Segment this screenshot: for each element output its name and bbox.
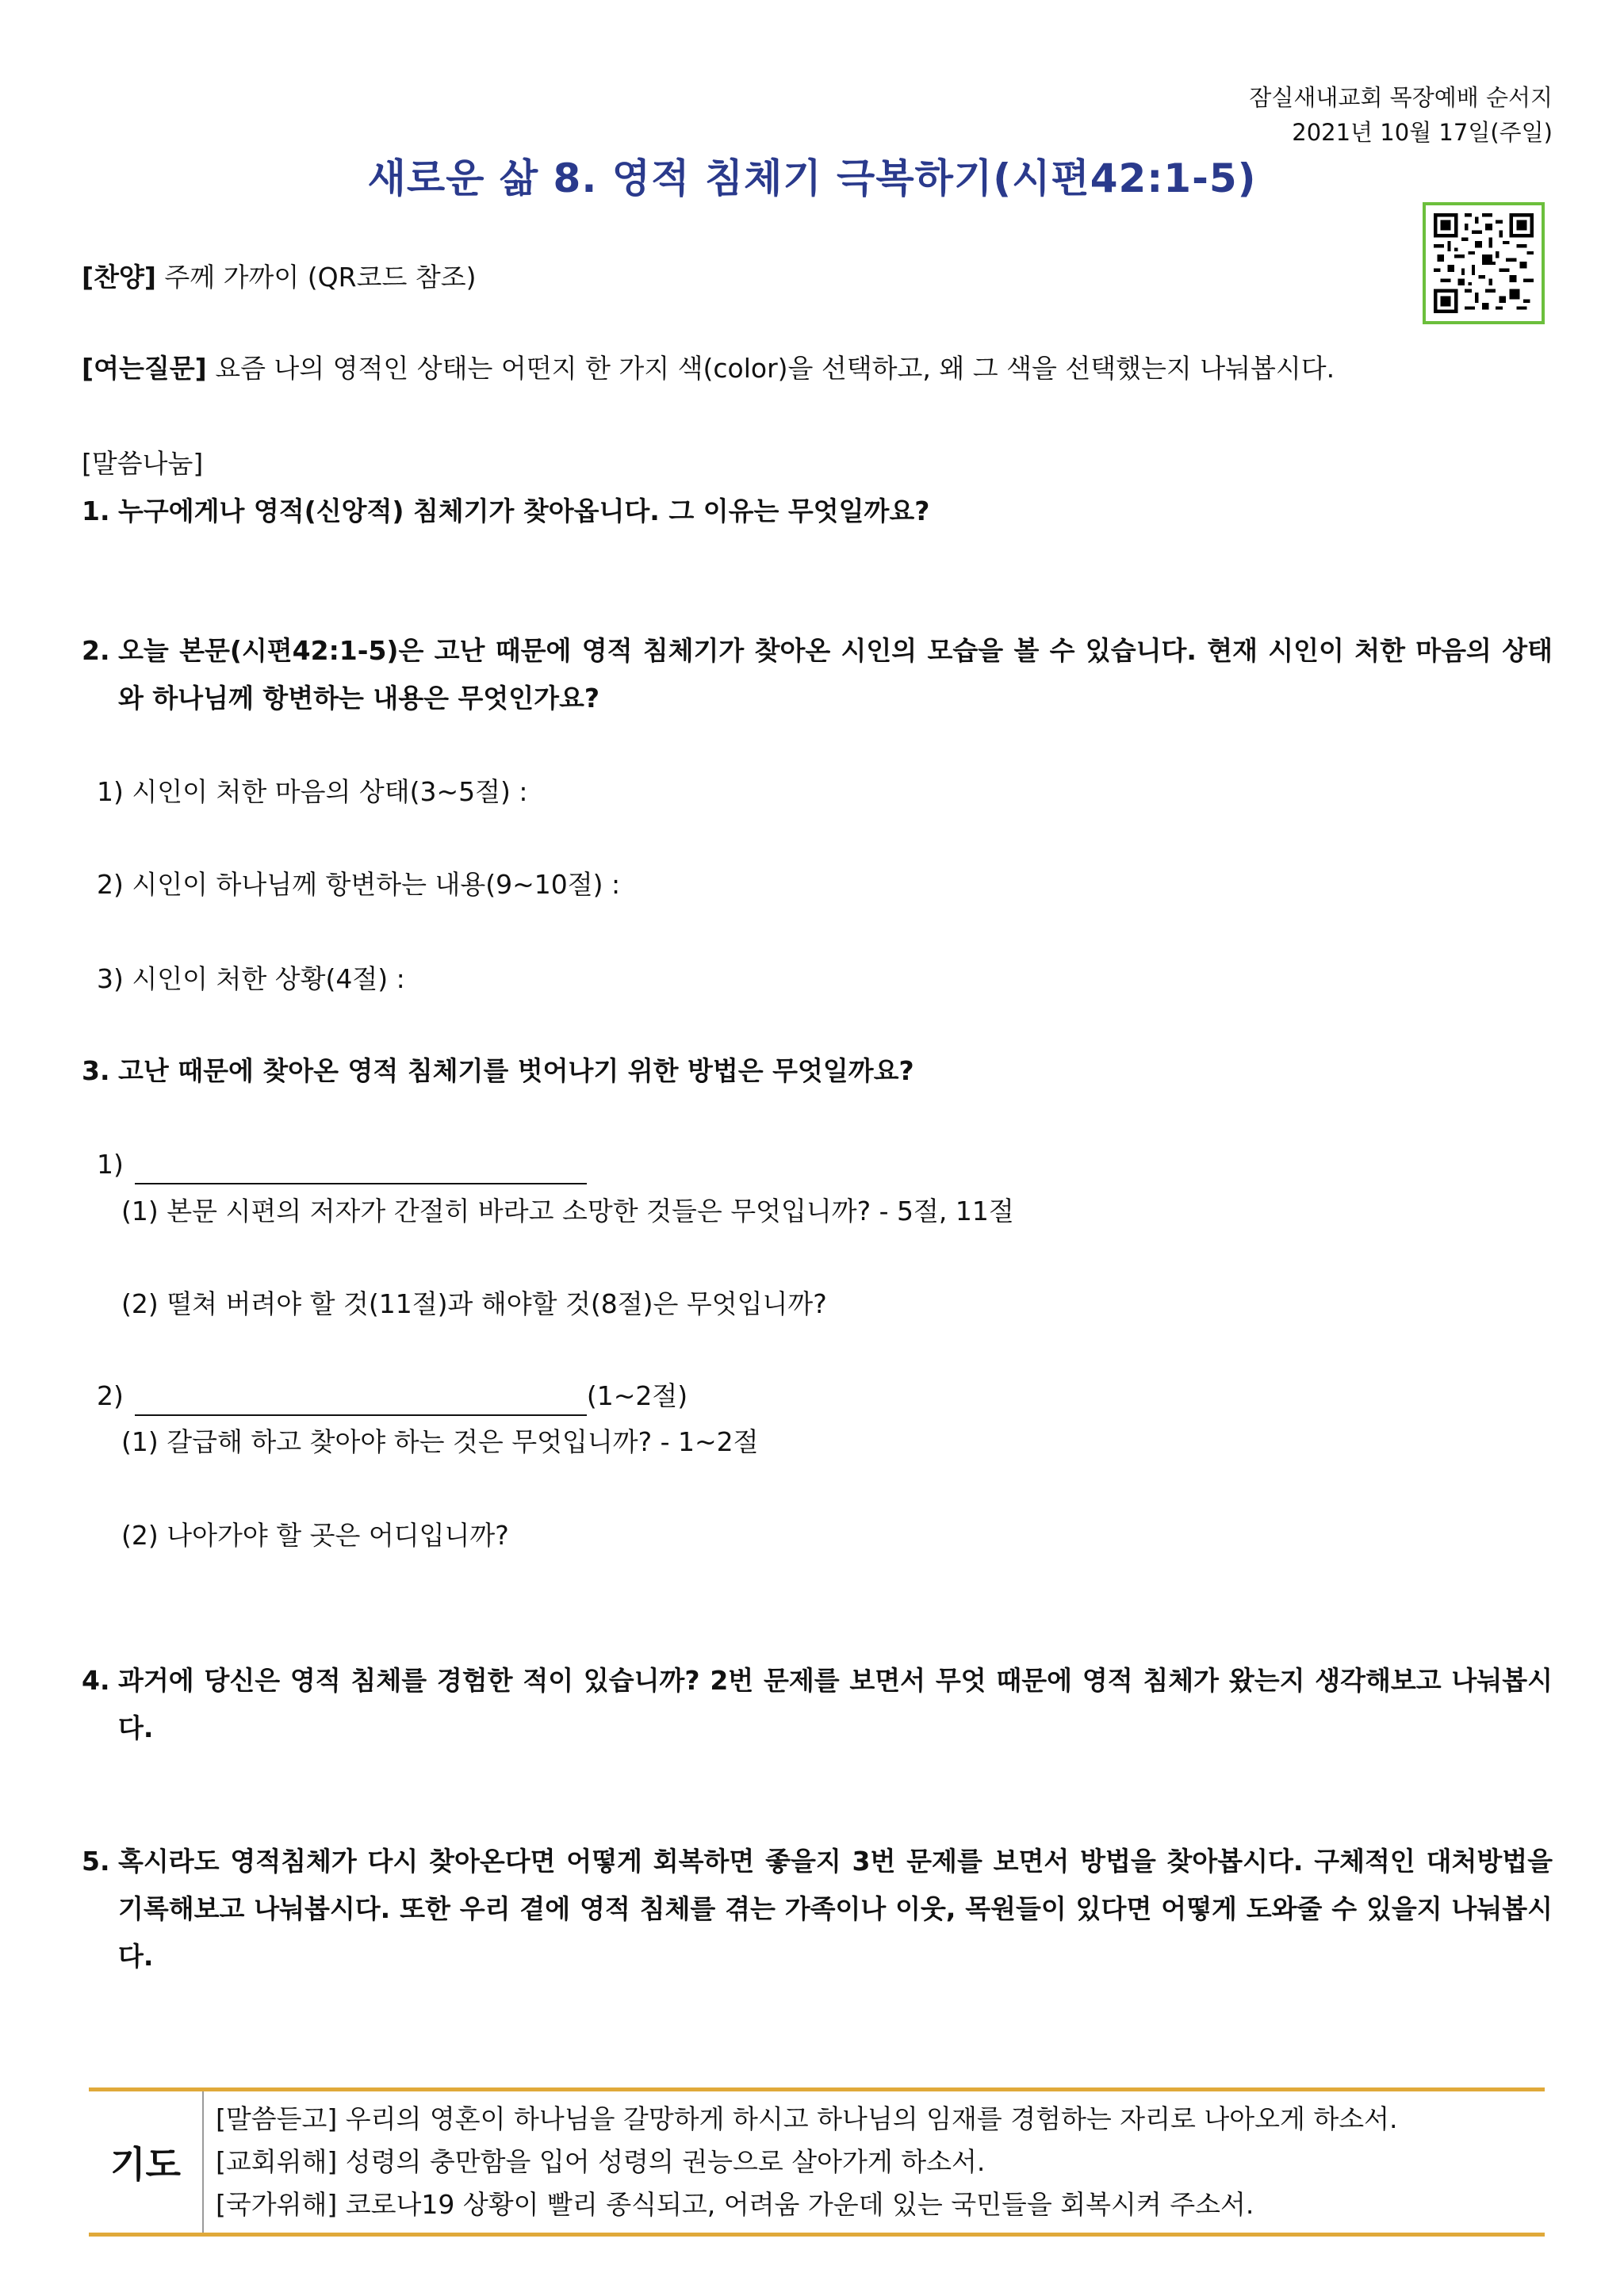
prayer-line-word: [말씀듣고] 우리의 영혼이 하나님을 갈망하게 하시고 하나님의 임재를 경험하는 자리로 나아오게 하소서. [216,2103,1398,2134]
qr-code-icon[interactable] [1423,202,1545,324]
question-number: 5. [82,1846,110,1877]
q3-item-2-sub-1: (1) 갈급해 하고 찾아야 하는 것은 무엇입니까? - 1~2절 [121,1426,759,1457]
question-number: 4. [82,1665,110,1696]
q3-item-1-number: 1) [97,1149,124,1180]
q2-sub-3: 3) 시인이 처한 상황(4절) : [97,963,405,994]
prayer-lines [216,2098,1398,2226]
opening-question-label: [여는질문] [82,353,207,384]
question-text: 고난 때문에 찾아온 영적 침체기를 벗어나기 위한 방법은 무엇일까요? [118,1055,914,1086]
answer-blank[interactable] [135,1378,587,1416]
service-date: 2021년 10월 17일(주일) [1292,119,1553,146]
hymn-label: [찬양] [82,262,156,293]
prayer-divider [202,2091,204,2233]
q3-item-1-sub-2: (2) 떨쳐 버려야 할 것(11절)과 해야할 것(8절)은 무엇입니까? [121,1288,827,1319]
q3-item-2-sub-2: (2) 나아가야 할 곳은 어디입니까? [121,1520,509,1551]
q2-sub-1: 1) 시인이 처한 마음의 상태(3~5절) : [97,776,528,807]
opening-question-text: 요즘 나의 영적인 상태는 어떤지 한 가지 색(color)을 선택하고, 왜 그 색을 선택했는지 나눠봅시다. [215,353,1335,384]
question-number: 2. [82,635,110,666]
question-text: 누구에게나 영적(신앙적) 침체기가 찾아옵니다. 그 이유는 무엇일까요? [118,496,930,526]
q3-item-2-suffix: (1~2절) [586,1380,688,1411]
q3-item-2-number: 2) [97,1380,124,1411]
q2-sub-2: 2) 시인이 하나님께 항변하는 내용(9~10절) : [97,869,621,900]
church-service-label: 잠실새내교회 목장예배 순서지 [1249,84,1553,111]
question-text: 혹시라도 영적침체가 다시 찾아온다면 어떻게 회복하면 좋을지 3번 문제를 보면서 방법을 찾아봅시다. 구체적인 대처방법을 기록해보고 나눠봅시다. 또한 우리 곁에 영적 침체를 겪는 가족이나 이웃, 목원들이 있다면 어떻게 도와줄 수 있을지 나눠봅시다. [118,1846,1553,1972]
question-text: 과거에 당신은 영적 침체를 경험한 적이 있습니까? 2번 문제를 보면서 무엇 때문에 영적 침체가 왔는지 생각해보고 나눠봅시다. [118,1665,1553,1743]
prayer-label: 기도 [110,2143,181,2186]
question-text: 오늘 본문(시편42:1-5)은 고난 때문에 영적 침체기가 찾아온 시인의 모습을 볼 수 있습니다. 현재 시인이 처한 마음의 상태와 하나님께 항변하는 내용은 무엇인가요? [118,635,1553,714]
question-1 [82,488,1553,535]
question-number: 1. [82,496,110,526]
q3-item-2 [97,1378,688,1416]
page-title: 새로운 삶 8. 영적 침체기 극복하기(시편42:1-5) [367,155,1257,201]
sharing-label: [말씀나눔] [82,448,204,479]
question-4 [82,1657,1553,1752]
hymn-text: 주께 가까이 (QR코드 참조) [164,262,477,293]
hymn-line [82,259,476,296]
prayer-line-nation: [국가위해] 코로나19 상황이 빨리 종식되고, 어려움 가운데 있는 국민들을 회복시켜 주소서. [216,2189,1254,2220]
question-number: 3. [82,1055,110,1086]
opening-question-line [82,350,1335,387]
q3-item-1-sub-1: (1) 본문 시편의 저자가 간절히 바라고 소망한 것들은 무엇입니까? - 5절, 11절 [121,1196,1014,1226]
answer-blank[interactable] [135,1146,587,1184]
q3-item-1 [97,1146,587,1184]
question-3 [82,1047,1553,1095]
question-2 [82,627,1553,722]
prayer-line-church: [교회위해] 성령의 충만함을 입어 성령의 권능으로 살아가게 하소서. [216,2146,986,2177]
question-5 [82,1838,1553,1980]
prayer-box [89,2087,1545,2237]
